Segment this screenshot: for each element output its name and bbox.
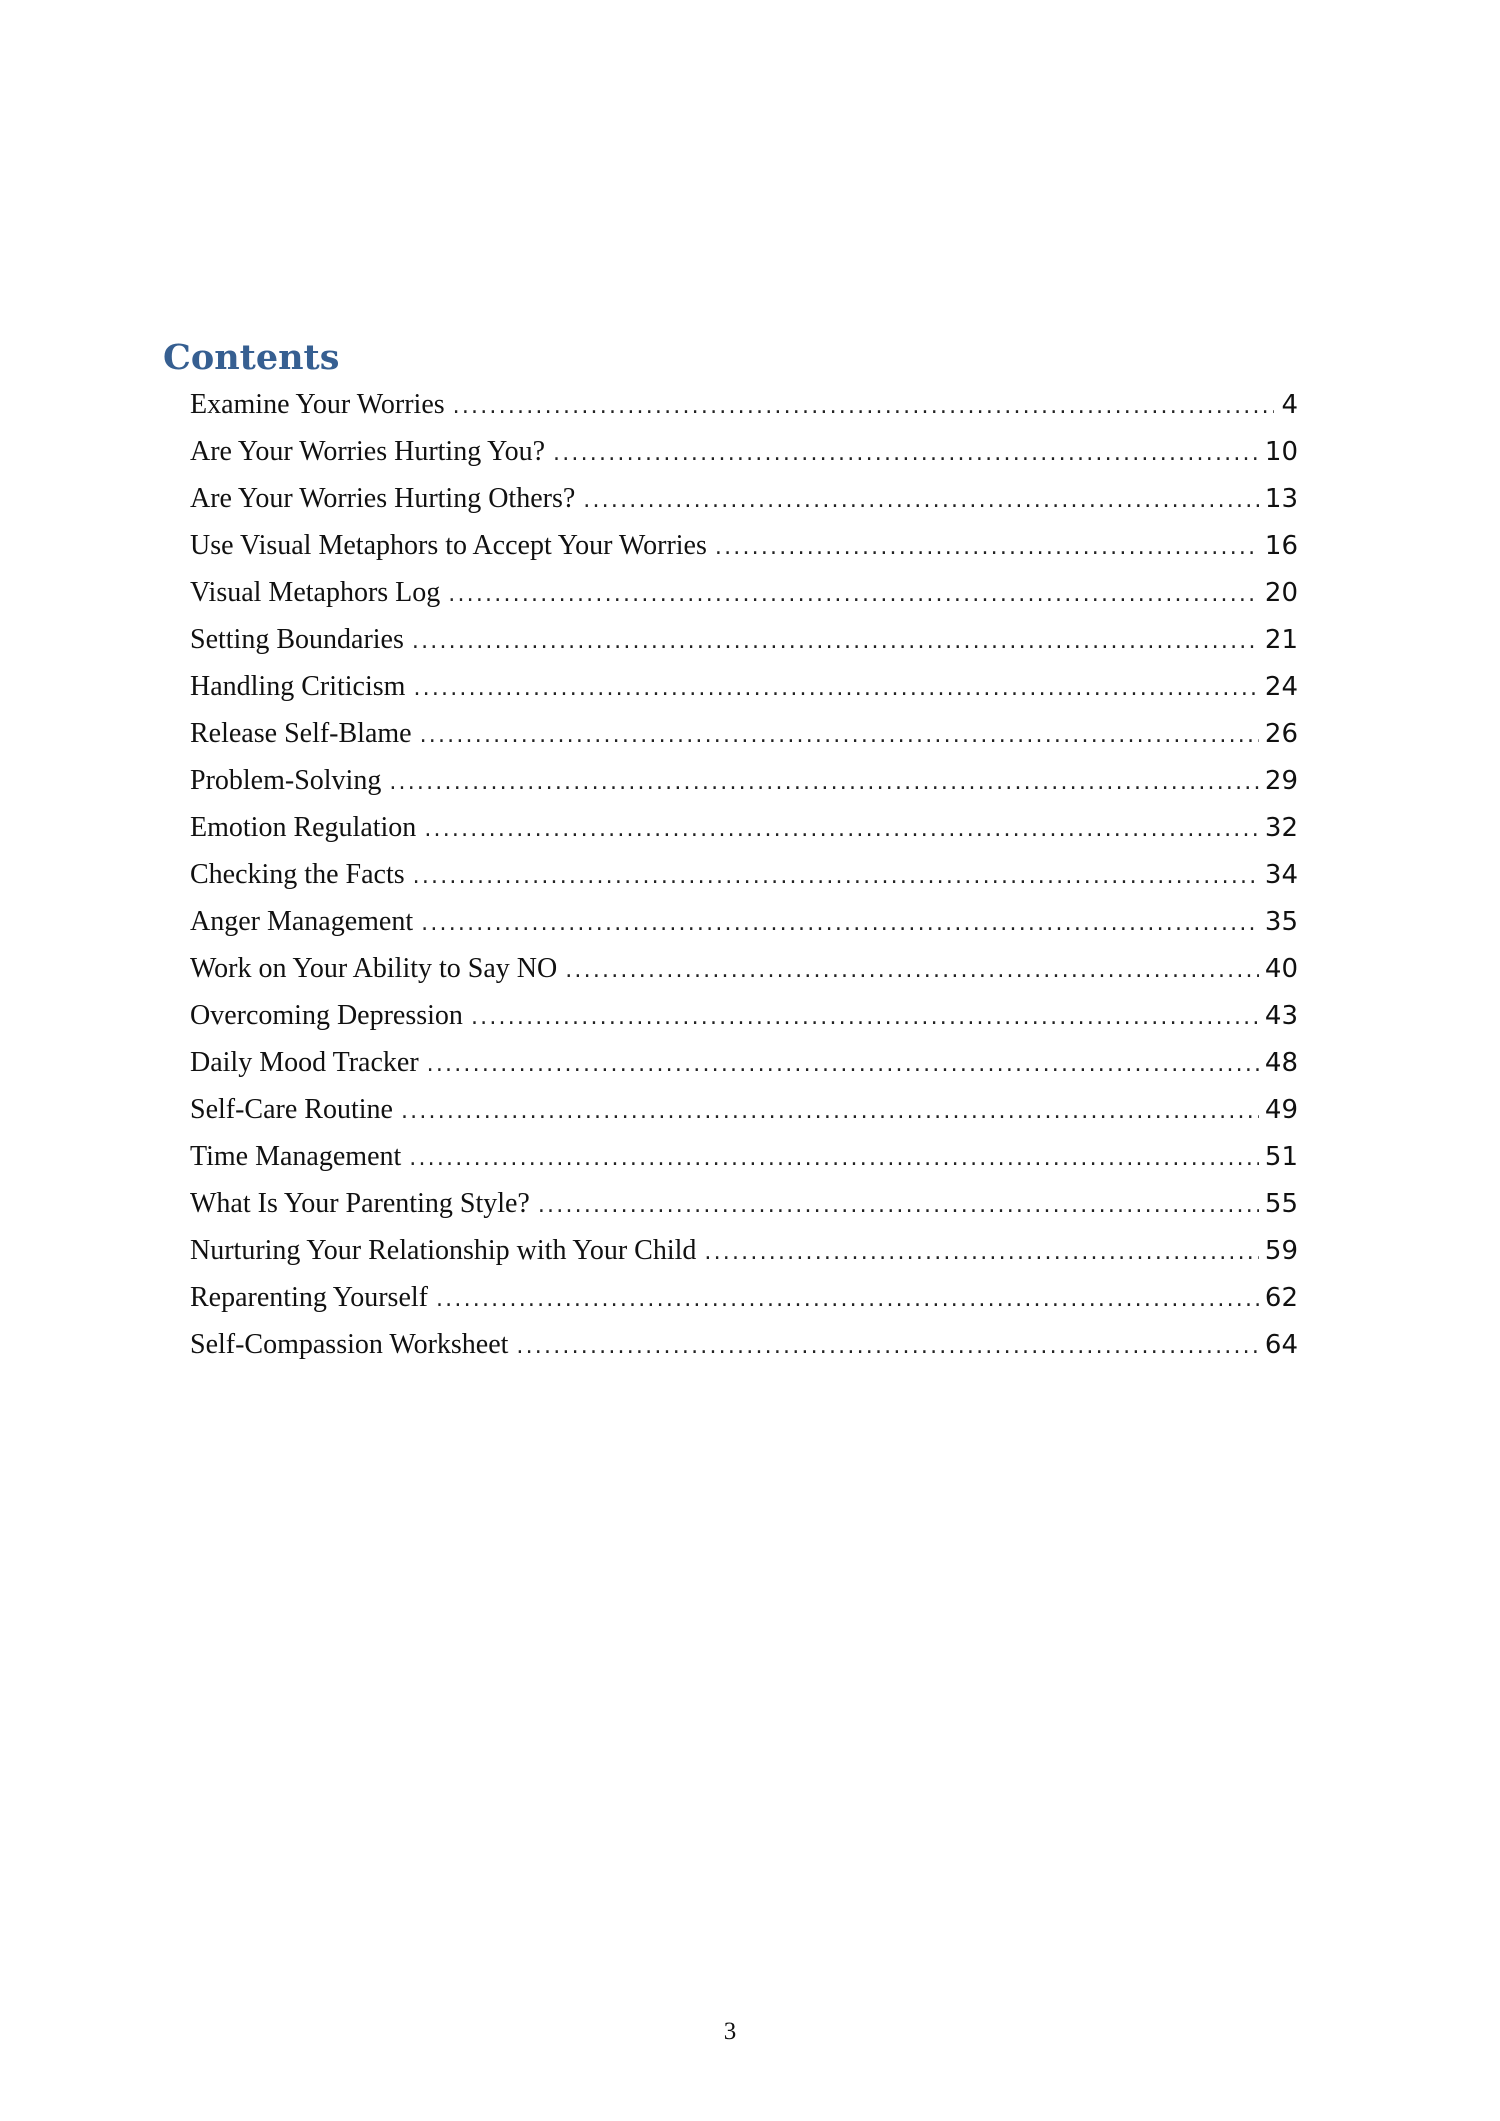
toc-entry[interactable] bbox=[190, 761, 1298, 808]
toc-entry-page: 20 bbox=[1264, 578, 1298, 608]
toc-entry[interactable] bbox=[190, 620, 1298, 667]
toc-entry-page: 62 bbox=[1264, 1283, 1298, 1313]
toc-entry-title: Self-Compassion Worksheet bbox=[190, 1329, 509, 1360]
toc-dot-leader bbox=[413, 857, 1259, 897]
toc-dot-leader bbox=[471, 998, 1259, 1038]
toc-dot-leader bbox=[427, 1045, 1259, 1085]
contents-heading: Contents bbox=[163, 337, 340, 378]
toc-entry[interactable] bbox=[190, 573, 1298, 620]
toc-dot-leader bbox=[420, 716, 1259, 756]
toc-entry-title: Examine Your Worries bbox=[190, 389, 445, 420]
toc-entry-page: 48 bbox=[1264, 1048, 1298, 1078]
toc-entry-page: 51 bbox=[1264, 1142, 1298, 1172]
toc-entry-page: 29 bbox=[1264, 766, 1298, 796]
toc-entry[interactable] bbox=[190, 996, 1298, 1043]
toc-entry-page: 32 bbox=[1264, 813, 1298, 843]
toc-entry-page: 43 bbox=[1264, 1001, 1298, 1031]
toc-entry[interactable] bbox=[190, 1184, 1298, 1231]
toc-entry[interactable] bbox=[190, 1325, 1298, 1372]
toc-entry-title: Use Visual Metaphors to Accept Your Worries bbox=[190, 530, 707, 561]
toc-entry[interactable] bbox=[190, 479, 1298, 526]
toc-entry-title: Emotion Regulation bbox=[190, 812, 417, 843]
toc-entry-title: Overcoming Depression bbox=[190, 1000, 463, 1031]
toc-entry[interactable] bbox=[190, 667, 1298, 714]
toc-dot-leader bbox=[401, 1092, 1259, 1132]
toc-entry[interactable] bbox=[190, 1231, 1298, 1278]
toc-entry[interactable] bbox=[190, 808, 1298, 855]
toc-entry[interactable] bbox=[190, 1090, 1298, 1137]
toc-entry-title: Visual Metaphors Log bbox=[190, 577, 441, 608]
toc-entry[interactable] bbox=[190, 1278, 1298, 1325]
toc-entry[interactable] bbox=[190, 1043, 1298, 1090]
page-number: 3 bbox=[723, 2018, 737, 2045]
toc-entry[interactable] bbox=[190, 385, 1298, 432]
toc-dot-leader bbox=[436, 1280, 1259, 1320]
toc-entry-page: 16 bbox=[1264, 531, 1298, 561]
toc-dot-leader bbox=[412, 622, 1259, 662]
toc-entry[interactable] bbox=[190, 949, 1298, 996]
toc-entry-page: 13 bbox=[1264, 484, 1298, 514]
table-of-contents bbox=[190, 385, 1298, 1372]
toc-entry-page: 40 bbox=[1264, 954, 1298, 984]
toc-entry-title: Release Self-Blame bbox=[190, 718, 412, 749]
toc-entry-page: 24 bbox=[1264, 672, 1298, 702]
toc-entry-title: Problem-Solving bbox=[190, 765, 382, 796]
toc-dot-leader bbox=[421, 904, 1259, 944]
toc-entry-title: Setting Boundaries bbox=[190, 624, 404, 655]
toc-dot-leader bbox=[704, 1233, 1259, 1273]
toc-entry-title: Nurturing Your Relationship with Your Child bbox=[190, 1235, 697, 1266]
toc-entry-page: 26 bbox=[1264, 719, 1298, 749]
toc-entry-page: 64 bbox=[1264, 1330, 1298, 1360]
toc-entry-page: 4 bbox=[1281, 390, 1298, 420]
toc-entry-title: Daily Mood Tracker bbox=[190, 1047, 419, 1078]
toc-entry[interactable] bbox=[190, 855, 1298, 902]
toc-entry-page: 35 bbox=[1264, 907, 1298, 937]
toc-entry-page: 49 bbox=[1264, 1095, 1298, 1125]
toc-dot-leader bbox=[565, 951, 1259, 991]
toc-entry-title: Checking the Facts bbox=[190, 859, 405, 890]
toc-entry-title: Handling Criticism bbox=[190, 671, 406, 702]
toc-entry-page: 59 bbox=[1264, 1236, 1298, 1266]
toc-dot-leader bbox=[448, 575, 1259, 615]
toc-entry-title: Anger Management bbox=[190, 906, 414, 937]
toc-entry[interactable] bbox=[190, 432, 1298, 479]
toc-dot-leader bbox=[553, 434, 1259, 474]
toc-entry[interactable] bbox=[190, 1137, 1298, 1184]
toc-dot-leader bbox=[413, 669, 1258, 709]
toc-entry[interactable] bbox=[190, 526, 1298, 573]
toc-entry[interactable] bbox=[190, 902, 1298, 949]
toc-entry-page: 21 bbox=[1264, 625, 1298, 655]
toc-entry-title: Reparenting Yourself bbox=[190, 1282, 428, 1313]
toc-dot-leader bbox=[538, 1186, 1259, 1226]
toc-entry-title: Are Your Worries Hurting You? bbox=[190, 436, 546, 467]
toc-entry-title: Work on Your Ability to Say NO bbox=[190, 953, 558, 984]
toc-dot-leader bbox=[715, 528, 1259, 568]
toc-entry-title: Are Your Worries Hurting Others? bbox=[190, 483, 576, 514]
toc-dot-leader bbox=[583, 481, 1259, 521]
toc-entry-title: Self-Care Routine bbox=[190, 1094, 393, 1125]
toc-dot-leader bbox=[409, 1139, 1259, 1179]
toc-entry-page: 55 bbox=[1264, 1189, 1298, 1219]
toc-entry-page: 34 bbox=[1264, 860, 1298, 890]
toc-dot-leader bbox=[424, 810, 1259, 850]
toc-dot-leader bbox=[453, 387, 1274, 427]
toc-dot-leader bbox=[516, 1327, 1258, 1367]
toc-entry-title: What Is Your Parenting Style? bbox=[190, 1188, 530, 1219]
toc-entry[interactable] bbox=[190, 714, 1298, 761]
toc-dot-leader bbox=[389, 763, 1259, 803]
toc-entry-page: 10 bbox=[1264, 437, 1298, 467]
toc-entry-title: Time Management bbox=[190, 1141, 402, 1172]
